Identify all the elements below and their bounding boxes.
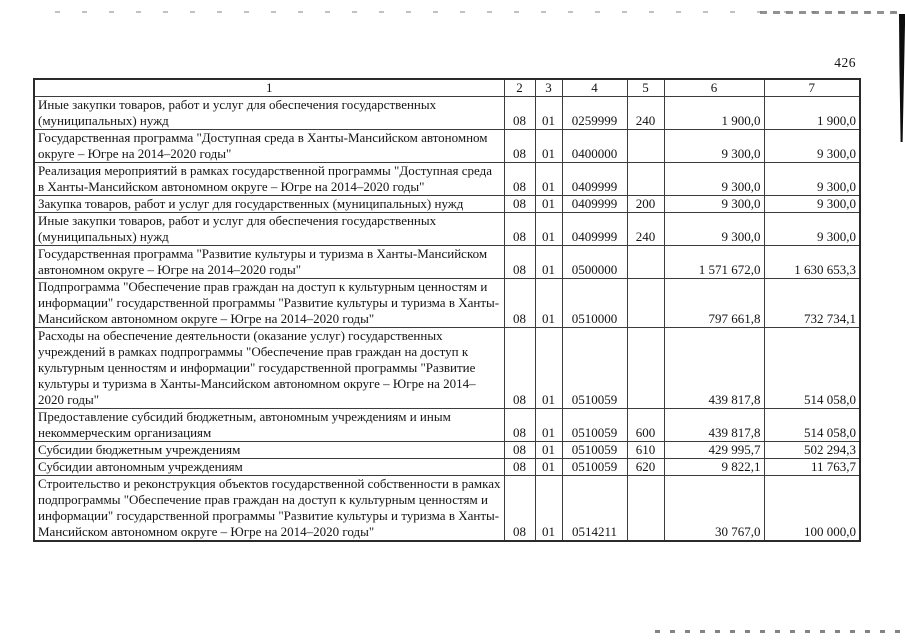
col5-cell xyxy=(627,279,664,328)
scan-artifact-top-right-dashes xyxy=(760,11,900,14)
column-number-6: 6 xyxy=(664,79,764,97)
table-header-row xyxy=(34,79,860,97)
col6-cell: 1 571 672,0 xyxy=(664,246,764,279)
col7-cell: 514 058,0 xyxy=(764,409,860,442)
col4-cell: 0510059 xyxy=(562,459,627,476)
col7-cell: 514 058,0 xyxy=(764,328,860,409)
row-name-cell: Государственная программа "Развитие культуры и туризма в Ханты-Мансийском автономном округе – Югре на 2014–2020 годы" xyxy=(34,246,504,279)
table-row xyxy=(34,196,860,213)
row-name-cell: Субсидии бюджетным учреждениям xyxy=(34,442,504,459)
col7-cell: 100 000,0 xyxy=(764,476,860,542)
col4-cell: 0400000 xyxy=(562,130,627,163)
row-name-cell: Расходы на обеспечение деятельности (оказание услуг) государственных учреждений в рамках подпрограммы "Обеспечение прав граждан на доступ к культурным ценностям и информации" государственной программы "Развитие культуры и туризма в Ханты-Мансийском автономном округе – Югре на 2014–2020 годы" xyxy=(34,328,504,409)
table-row xyxy=(34,246,860,279)
col6-cell: 9 300,0 xyxy=(664,196,764,213)
col2-cell: 08 xyxy=(504,409,535,442)
table-row xyxy=(34,442,860,459)
col3-cell: 01 xyxy=(535,476,562,542)
col6-cell: 9 822,1 xyxy=(664,459,764,476)
col3-cell: 01 xyxy=(535,328,562,409)
page-number: 426 xyxy=(834,55,856,70)
col7-cell: 732 734,1 xyxy=(764,279,860,328)
col4-cell: 0409999 xyxy=(562,196,627,213)
col7-cell: 9 300,0 xyxy=(764,196,860,213)
col3-cell: 01 xyxy=(535,196,562,213)
table-row xyxy=(34,279,860,328)
col5-cell xyxy=(627,130,664,163)
col7-cell: 9 300,0 xyxy=(764,163,860,196)
col2-cell: 08 xyxy=(504,328,535,409)
table-row xyxy=(34,328,860,409)
col4-cell: 0510059 xyxy=(562,442,627,459)
col2-cell: 08 xyxy=(504,476,535,542)
col5-cell xyxy=(627,328,664,409)
col4-cell: 0409999 xyxy=(562,163,627,196)
table-row xyxy=(34,163,860,196)
row-name-cell: Иные закупки товаров, работ и услуг для обеспечения государственных (муниципальных) нужд xyxy=(34,213,504,246)
col4-cell: 0514211 xyxy=(562,476,627,542)
column-number-2: 2 xyxy=(504,79,535,97)
col4-cell: 0510059 xyxy=(562,328,627,409)
row-name-cell: Иные закупки товаров, работ и услуг для обеспечения государственных (муниципальных) нужд xyxy=(34,97,504,130)
col5-cell xyxy=(627,246,664,279)
col2-cell: 08 xyxy=(504,213,535,246)
col3-cell: 01 xyxy=(535,279,562,328)
col6-cell: 439 817,8 xyxy=(664,328,764,409)
col3-cell: 01 xyxy=(535,97,562,130)
col6-cell: 439 817,8 xyxy=(664,409,764,442)
col5-cell: 610 xyxy=(627,442,664,459)
col4-cell: 0259999 xyxy=(562,97,627,130)
col7-cell: 9 300,0 xyxy=(764,130,860,163)
col2-cell: 08 xyxy=(504,196,535,213)
col7-cell: 1 630 653,3 xyxy=(764,246,860,279)
row-name-cell: Строительство и реконструкция объектов государственной собственности в рамках подпрограммы "Обеспечение прав граждан на доступ к культурным ценностям и информации" государственной программы "Развитие культуры и туризма в Ханты-Мансийском автономном округе – Югре на 2014–2020 годы" xyxy=(34,476,504,542)
table-row xyxy=(34,97,860,130)
col5-cell xyxy=(627,476,664,542)
col2-cell: 08 xyxy=(504,442,535,459)
row-name-cell: Реализация мероприятий в рамках государственной программы "Доступная среда в Ханты-Мансийском автономном округе – Югре на 2014–2020 годы" xyxy=(34,163,504,196)
col5-cell xyxy=(627,163,664,196)
col5-cell: 240 xyxy=(627,97,664,130)
col2-cell: 08 xyxy=(504,130,535,163)
col3-cell: 01 xyxy=(535,246,562,279)
col6-cell: 9 300,0 xyxy=(664,163,764,196)
column-number-5: 5 xyxy=(627,79,664,97)
col2-cell: 08 xyxy=(504,279,535,328)
col7-cell: 502 294,3 xyxy=(764,442,860,459)
col6-cell: 9 300,0 xyxy=(664,213,764,246)
table-row xyxy=(34,130,860,163)
row-name-cell: Закупка товаров, работ и услуг для государственных (муниципальных) нужд xyxy=(34,196,504,213)
table-row xyxy=(34,459,860,476)
row-name-cell: Государственная программа "Доступная среда в Ханты-Мансийском автономном округе – Югре на 2014–2020 годы" xyxy=(34,130,504,163)
col5-cell: 600 xyxy=(627,409,664,442)
table-row xyxy=(34,213,860,246)
col5-cell: 620 xyxy=(627,459,664,476)
column-number-7: 7 xyxy=(764,79,860,97)
col3-cell: 01 xyxy=(535,409,562,442)
col7-cell: 1 900,0 xyxy=(764,97,860,130)
col3-cell: 01 xyxy=(535,213,562,246)
col5-cell: 240 xyxy=(627,213,664,246)
col3-cell: 01 xyxy=(535,163,562,196)
col6-cell: 30 767,0 xyxy=(664,476,764,542)
col3-cell: 01 xyxy=(535,459,562,476)
row-name-cell: Субсидии автономным учреждениям xyxy=(34,459,504,476)
table-row xyxy=(34,476,860,542)
col5-cell: 200 xyxy=(627,196,664,213)
col2-cell: 08 xyxy=(504,97,535,130)
table-header xyxy=(34,79,860,97)
col2-cell: 08 xyxy=(504,459,535,476)
col7-cell: 11 763,7 xyxy=(764,459,860,476)
col4-cell: 0409999 xyxy=(562,213,627,246)
col3-cell: 01 xyxy=(535,442,562,459)
col7-cell: 9 300,0 xyxy=(764,213,860,246)
table-body xyxy=(34,97,860,542)
col4-cell: 0510000 xyxy=(562,279,627,328)
col3-cell: 01 xyxy=(535,130,562,163)
col4-cell: 0510059 xyxy=(562,409,627,442)
row-name-cell: Подпрограмма "Обеспечение прав граждан на доступ к культурным ценностям и информации" государственной программы "Развитие культуры и туризма в Ханты-Мансийском автономном округе – Югре на 2014–2020 годы" xyxy=(34,279,504,328)
col4-cell: 0500000 xyxy=(562,246,627,279)
col6-cell: 9 300,0 xyxy=(664,130,764,163)
budget-table-container xyxy=(33,78,859,542)
col2-cell: 08 xyxy=(504,246,535,279)
col2-cell: 08 xyxy=(504,163,535,196)
scan-artifact-bottom-dashes xyxy=(655,630,903,633)
col6-cell: 797 661,8 xyxy=(664,279,764,328)
scan-artifact-right-streak xyxy=(897,14,905,142)
col6-cell: 429 995,7 xyxy=(664,442,764,459)
column-number-3: 3 xyxy=(535,79,562,97)
column-number-1: 1 xyxy=(34,79,504,97)
table-row xyxy=(34,409,860,442)
col6-cell: 1 900,0 xyxy=(664,97,764,130)
column-number-4: 4 xyxy=(562,79,627,97)
row-name-cell: Предоставление субсидий бюджетным, автономным учреждениям и иным некоммерческим организациям xyxy=(34,409,504,442)
budget-table xyxy=(33,78,861,542)
